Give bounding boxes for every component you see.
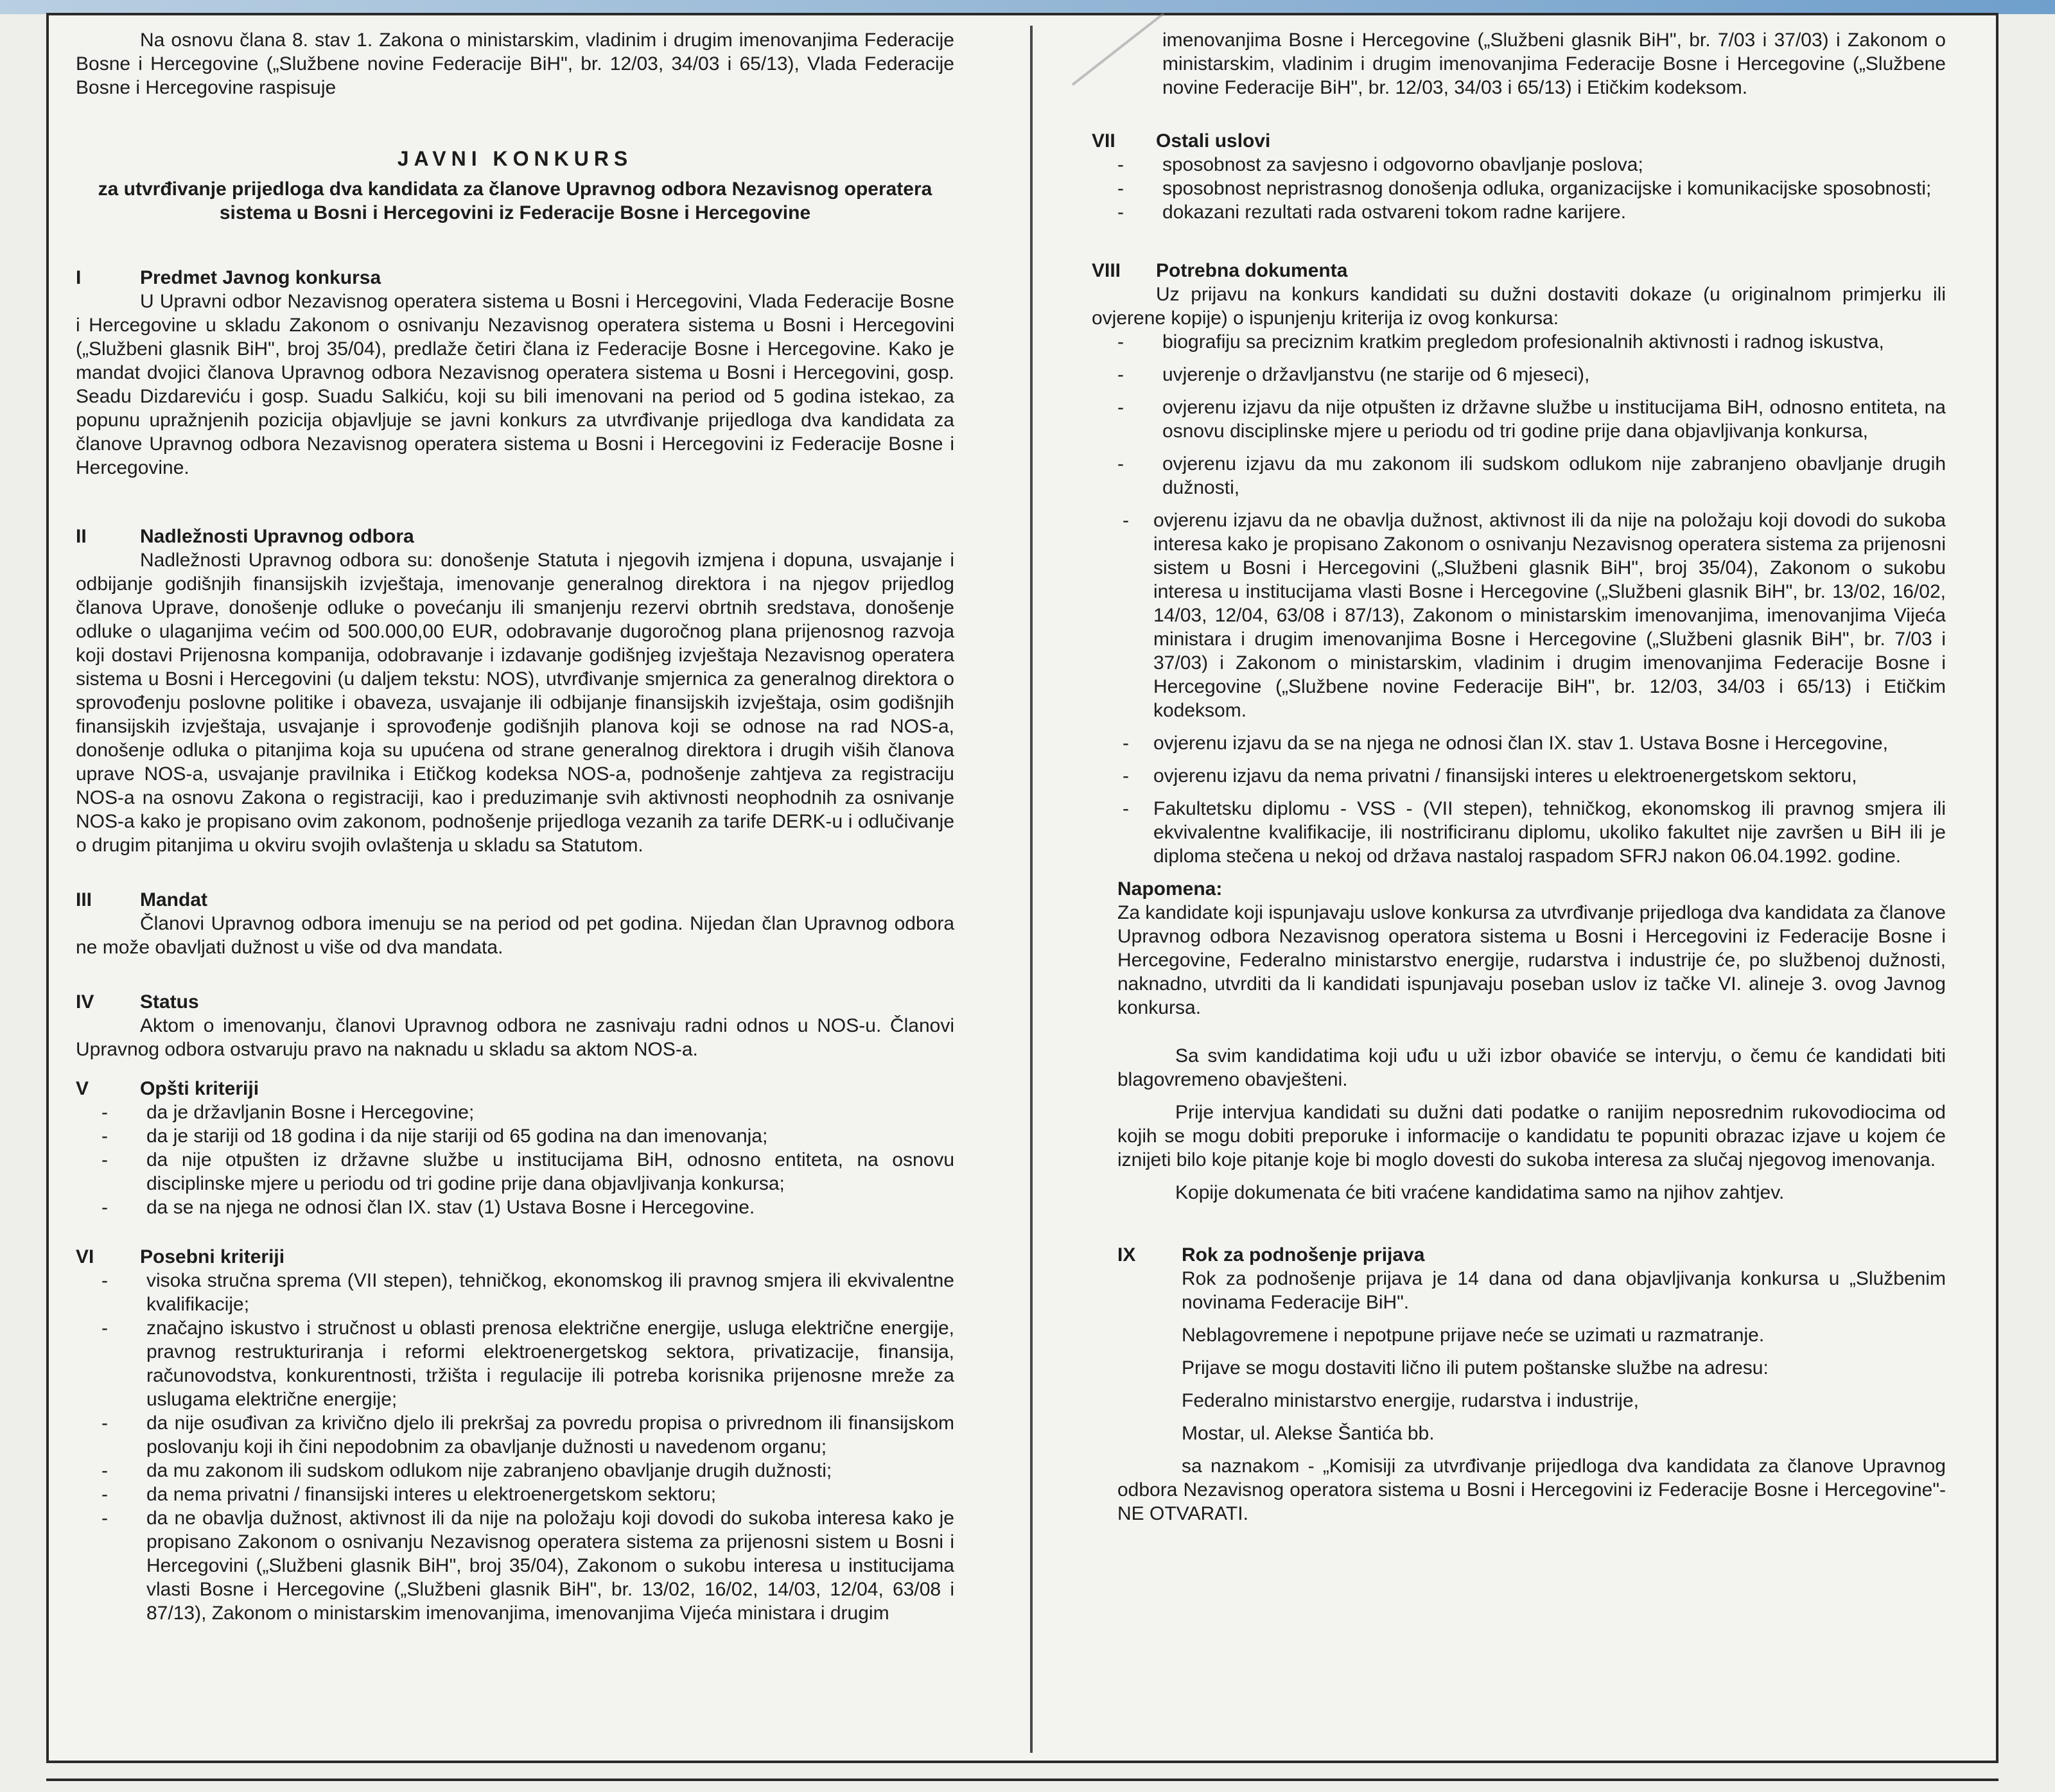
section-number: VI bbox=[76, 1246, 94, 1267]
section-paragraph: Neblagovremene i nepotpune prijave neće se uzimati u razmatranje. bbox=[1182, 1325, 1765, 1346]
intro-paragraph: Na osnovu člana 8. stav 1. Zakona o ministarskim, vladinim i drugim imenovanjima Federacije Bosne i Hercegovine („Službene novine Federacije BiH", br. 12/03, 34/03 i 65/13), Vlada Federacije Bosne i Hercegovine raspisuje bbox=[76, 30, 954, 98]
note-heading: Napomena: bbox=[1117, 878, 1223, 900]
list-item: - ovjerenu izjavu da se na njega ne odnosi član IX. stav 1. Ustava Bosne i Hercegovine, bbox=[1123, 733, 1889, 754]
section-2 bbox=[76, 525, 954, 857]
section-paragraph: sa naznakom - „Komisiji za utvrđivanje prijedloga dva kandidata za članove Upravnog odbora Nezavisnog operatora sistema u Bosni i Hercegovini iz Federacije Bosne i Hercegovine"-NE OTVARATI. bbox=[1117, 1456, 1946, 1524]
list-item: - da mu zakonom ili sudskom odlukom nije zabranjeno obavljanje drugih dužnosti; bbox=[101, 1460, 832, 1481]
list-item: - da je stariji od 18 godina i da nije stariji od 65 godina na dan imenovanja; bbox=[101, 1126, 768, 1147]
list-item: - sposobnost nepristrasnog donošenja odluka, organizacijske i komunikacijske sposobnosti; bbox=[1117, 178, 1932, 199]
top-banner-strip bbox=[0, 0, 2055, 14]
section-title: Posebni kriteriji bbox=[140, 1246, 285, 1267]
section-number: IX bbox=[1117, 1244, 1136, 1266]
section-heading bbox=[1092, 259, 1946, 283]
section-heading bbox=[1117, 1243, 1946, 1267]
section-title: Ostali uslovi bbox=[1156, 130, 1271, 152]
address-line: Mostar, ul. Alekse Šantića bb. bbox=[1182, 1423, 1435, 1444]
list-item: - ovjerenu izjavu da ne obavlja dužnost, aktivnost ili da nije na položaju koji dovodi do sukoba interesa kako je propisano Zakonom o osnivanju Nezavisnog operatera sistema za prijenosni sistem u Bosni i Hercegovini („Službeni glasnik BiH", broj 35/04), Zakonom o sukobu interesa u institucijama vlasti Bosne i Hercegovine („Službeni glasnik BiH", br. 13/02, 16/02, 14/03, 12/04, 63/08 i 87/13), Zakonom o ministarskim imenovanjima, imenovanjima Vijeća ministara i drugim imenovanjima Bosne i Hercegovine („Službeni glasnik BiH", br. 7/03 i 37/03) i Zakonom o ministarskim, vladinim i drugim imenovanjima Federacije Bosne i Hercegovine („Službene novine Federacije BiH", br. 12/03, 34/03 i 65/13) i Etičkim kodeksom. bbox=[1123, 510, 1946, 721]
section-number: I bbox=[76, 267, 82, 288]
section-number: II bbox=[76, 526, 87, 547]
section-title: Opšti kriteriji bbox=[140, 1078, 259, 1099]
section-body: Aktom o imenovanju, članovi Upravnog odbora ne zasnivaju radni odnos u NOS-u. Članovi Upravnog odbora ostvaruju pravo na naknadu u skladu sa aktom NOS-a. bbox=[76, 1015, 954, 1060]
right-column bbox=[1092, 28, 1946, 1526]
list-item: - ovjerenu izjavu da nema privatni / finansijski interes u elektroenergetskom sektoru, bbox=[1123, 765, 1857, 787]
list-item: - da ne obavlja dužnost, aktivnost ili da nije na položaju koji dovodi do sukoba interesa kako je propisano Zakonom o osnivanju Nezavisnog operatera sistema za prijenosni sistem u Bosni i Hercegovini („Službeni glasnik BiH", broj 35/04), Zakonom o sukobu interesa u institucijama vlasti Bosne i Hercegovine („Službeni glasnik BiH", br. 13/02, 16/02, 14/03, 12/04, 63/08 i 87/13), Zakonom o ministarskim imenovanjima, imenovanjima Vijeća ministara i drugim bbox=[101, 1508, 954, 1624]
list-item: - ovjerenu izjavu da mu zakonom ili sudskom odlukom nije zabranjeno obavljanje drugih dužnosti, bbox=[1117, 453, 1946, 498]
section-5 bbox=[76, 1077, 954, 1219]
section-7 bbox=[1092, 129, 1946, 224]
list-item: - biografiju sa preciznim kratkim pregledom profesionalnih aktivnosti i radnog iskustva, bbox=[1117, 331, 1884, 352]
section-title: Mandat bbox=[140, 889, 207, 910]
section-heading bbox=[76, 1077, 954, 1100]
section-number: IV bbox=[76, 991, 94, 1013]
list-item: - sposobnost za savjesno i odgovorno obavljanje poslova; bbox=[1117, 154, 1643, 175]
document-title: JAVNI KONKURS bbox=[397, 147, 633, 170]
section-heading bbox=[76, 888, 954, 912]
list-item: - da nije otpušten iz državne službe u institucijama BiH, odnosno entiteta, na osnovu disciplinske mjere u periodu od tri godine prije dana objavljivanja konkursa; bbox=[101, 1149, 954, 1194]
address-line: Federalno ministarstvo energije, rudarstva i industrije, bbox=[1182, 1390, 1639, 1411]
section-3 bbox=[76, 888, 954, 959]
section-heading bbox=[1092, 129, 1946, 153]
list-item: - visoka stručna sprema (VII stepen), tehničkog, ekonomskog ili pravnog smjera ili ekvivalentne kvalifikacije; bbox=[101, 1270, 954, 1315]
section-number: V bbox=[76, 1078, 89, 1099]
section-body: Uz prijavu na konkurs kandidati su dužni dostaviti dokaze (u originalnom primjerku ili ovjerene kopije) o ispunjenju kriterija iz ovog konkursa: bbox=[1092, 284, 1946, 329]
section-heading bbox=[76, 266, 954, 290]
section-number: III bbox=[76, 889, 92, 910]
note-body: Za kandidate koji ispunjavaju uslove konkursa za utvrđivanje prijedloga dva kandidata za članove Upravnog odbora Nezavisnog operatora sistema u Bosni i Hercegovini iz Federacije Bosne i Hercegovine, Federalno ministarstvo energije, rudarstva i industrije će, po službenoj dužnosti, naknadno, utvrditi da li kandidati ispunjavaju poseban uslov iz tačke VI. alineje 3. ovog Javnog konkursa. bbox=[1117, 902, 1946, 1018]
section-1 bbox=[76, 266, 954, 480]
section-6-continuation: imenovanjima Bosne i Hercegovine („Službeni glasnik BiH", br. 7/03 i 37/03) i Zakonom o ministarskim, vladinim i drugim imenovanjima Federacije Bosne i Hercegovine („Službene novine Federacije BiH", br. 12/03, 34/03 i 65/13) i Etičkim kodeksom. bbox=[1162, 30, 1946, 98]
section-paragraph: Prijave se mogu dostaviti lično ili putem poštanske službe na adresu: bbox=[1182, 1357, 1769, 1379]
column-divider bbox=[1030, 26, 1033, 1753]
section-heading bbox=[76, 990, 954, 1014]
section-paragraph: Rok za podnošenje prijava je 14 dana od dana objavljivanja konkursa u „Službenim novinama Federacije BiH". bbox=[1182, 1268, 1946, 1313]
list-item: - da je državljanin Bosne i Hercegovine; bbox=[101, 1102, 475, 1123]
list-item: - uvjerenje o državljanstvu (ne starije od 6 mjeseci), bbox=[1117, 364, 1590, 385]
section-title: Nadležnosti Upravnog odbora bbox=[140, 526, 414, 547]
section-title: Status bbox=[140, 991, 199, 1013]
section-title: Potrebna dokumenta bbox=[1156, 260, 1348, 281]
note-paragraph: Sa svim kandidatima koji uđu u uži izbor obaviće se intervju, o čemu će kandidati biti blagovremeno obavješteni. bbox=[1117, 1045, 1946, 1090]
list-item: - da nije osuđivan za krivično djelo ili prekršaj za povredu propisa o privrednom ili finansijskom poslovanju koji ih čini nepodobnim za obavljanje dužnosti u navedenom organu; bbox=[101, 1413, 954, 1457]
section-number: VII bbox=[1092, 130, 1115, 152]
section-title: Predmet Javnog konkursa bbox=[140, 267, 381, 288]
list-item: - ovjerenu izjavu da nije otpušten iz državne službe u institucijama BiH, odnosno entiteta, na osnovu disciplinske mjere u periodu od tri godine prije dana objavljivanja konkursa, bbox=[1117, 397, 1946, 442]
section-9 bbox=[1117, 1243, 1946, 1526]
document-subtitle: za utvrđivanje prijedloga dva kandidata za članove Upravnog odbora Nezavisnog operatera sistema u Bosni i Hercegovini iz Federacije Bosne i Hercegovine bbox=[98, 178, 932, 223]
section-4 bbox=[76, 990, 954, 1061]
left-column bbox=[76, 28, 954, 1625]
list-item: - značajno iskustvo i stručnost u oblasti prenosa električne energije, usluga električne energije, pravnog restrukturiranja i reformi elektroenergetskog sektora, privatizacije, finansija, računovodstva, konkurentnosti, tržišta i regulacije ili potreba korisnika prijenosne mreže za uslugama električne energije; bbox=[101, 1318, 954, 1410]
bottom-rule bbox=[46, 1779, 1998, 1781]
section-title: Rok za podnošenje prijava bbox=[1182, 1244, 1425, 1266]
section-heading bbox=[76, 525, 954, 548]
list-item: - da nema privatni / finansijski interes u elektroenergetskom sektoru; bbox=[101, 1484, 717, 1505]
section-body: Članovi Upravnog odbora imenuju se na period od pet godina. Nijedan član Upravnog odbora ne može obavljati dužnost u više od dva mandata. bbox=[76, 913, 954, 958]
section-body: U Upravni odbor Nezavisnog operatera sistema u Bosni i Hercegovini, Vlada Federacije Bosne i Hercegovine u skladu Zakonom o osnivanju Nezavisnog operatera sistema u Bosni i Hercegovini („Službeni glasnik BiH", broj 35/04), predlaže četiri člana iz Federacije Bosne i Hercegovine. Kako je mandat dvojici članova Upravnog odbora Nezavisnog operatera sistema u Bosni i Hercegovini, gosp. Seadu Dizdareviću i gosp. Suadu Salkiću, koji su bili imenovani na period od 5 godina istekao, za popunu upražnjenih pozicija objavljuje se javni konkurs za utvrđivanje prijedloga dva kandidata za članove Upravnog odbora Nezavisnog operatera sistema u Bosni i Hercegovini iz Federacije Bosne i Hercegovine. bbox=[76, 291, 954, 478]
list-item: - Fakultetsku diplomu - VSS - (VII stepen), tehničkog, ekonomskog ili pravnog smjera ili ekvivalentne kvalifikacije, ili nostrificiranu diplomu, ukoliko fakultet nije završen u BiH ili je diploma stečena u nekoj od država nastaloj raspadom SFRJ nakon 06.04.1992. godine. bbox=[1123, 798, 1946, 867]
section-heading bbox=[76, 1245, 954, 1269]
section-8 bbox=[1092, 259, 1946, 868]
list-item: - da se na njega ne odnosi član IX. stav (1) Ustava Bosne i Hercegovine. bbox=[101, 1197, 755, 1218]
section-body: Nadležnosti Upravnog odbora su: donošenje Statuta i njegovih izmjena i dopuna, usvajanje i odbijanje godišnjih finansijskih izvještaja, imenovanje generalnog direktora i na njegov prijedlog članova Uprave, donošenje odluke o povećanju ili smanjenju rezervi obrtnih sredstava, donošenje odluke o ulaganjima većim od 500.000,00 EUR, odobravanje dugoročnog plana prijenosnog razvoja koji dostavi Prijenosna kompanija, odobravanje i izdavanje godišnjeg izvještaja Nezavisnog operatera sistema u Bosni i Hercegovini (u daljem tekstu: NOS), utvrđivanje smjernica za generalnog direktora o sprovođenju poslovne politike i obaveza, usvajanje ili odbijanje finansijskih izvještaja, osim godišnjih finansijskih izvještaja, usvajanje i sprovođenje godišnjih planova koji se odnose na rad NOS-a, donošenje odluka o pitanjima koja su upućena od strane generalnog direktora i drugih viših članova uprave NOS-a, usvajanje pravilnika i Etičkog kodeksa NOS-a, podnošenje zahtjeva za registraciju NOS-a na osnovu Zakona o registraciji, kao i preduzimanje svih aktivnosti neophodnih za osnivanje NOS-a kako je propisano ovim zakonom, podnošenje prijedloga vezanih za tarife DERK-u i odlučivanje o drugim pitanjima u okviru svojih ovlaštenja u skladu sa Statutom. bbox=[76, 550, 954, 856]
section-number: VIII bbox=[1092, 260, 1121, 281]
note-paragraph: Kopije dokumenata će biti vraćene kandidatima samo na njihov zahtjev. bbox=[1175, 1182, 1785, 1203]
section-6 bbox=[76, 1245, 954, 1625]
note-paragraph: Prije intervjua kandidati su dužni dati podatke o ranijim neposrednim rukovodiocima od kojih se mogu dobiti preporuke i informacije o kandidatu te popuniti obrazac izjave u kojem će iznijeti bilo koje pitanje koje bi moglo dovesti do sukoba interesa za slučaj njegovog imenovanja. bbox=[1117, 1102, 1946, 1170]
list-item: - dokazani rezultati rada ostvareni tokom radne karijere. bbox=[1117, 202, 1627, 223]
